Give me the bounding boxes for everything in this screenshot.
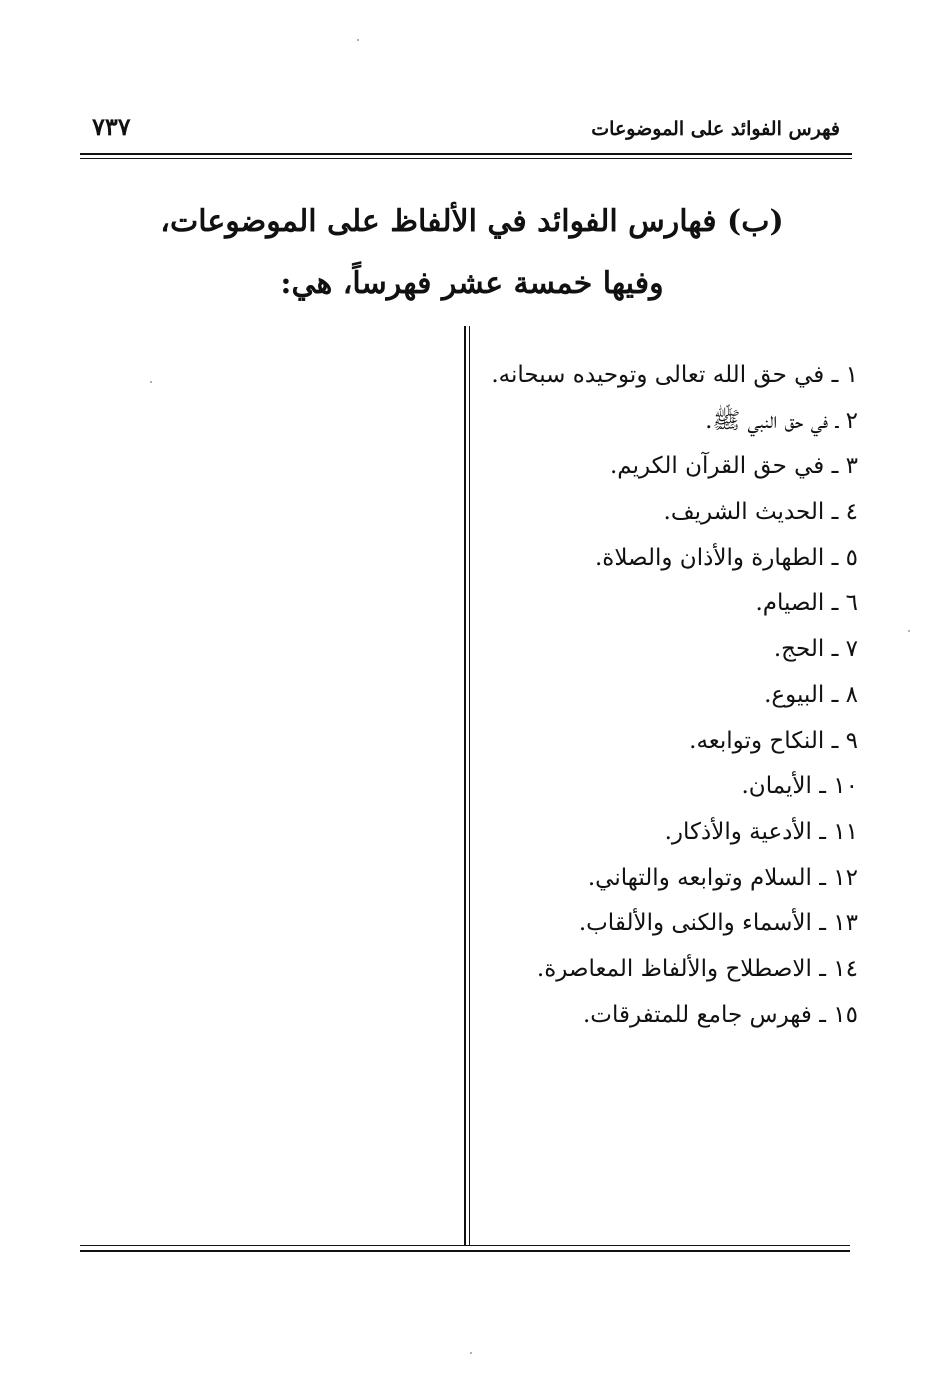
section-heading-line-1: (ب) فهارس الفوائد في الألفاظ على الموضوعات، bbox=[160, 204, 784, 239]
footer-rule-top bbox=[80, 1245, 850, 1246]
list-item: ١٢ ـ السلام وتوابعه والتهاني. bbox=[587, 864, 858, 891]
list-item: ٨ ـ البيوع. bbox=[764, 681, 858, 708]
column-divider-right bbox=[469, 326, 470, 1246]
header-rule-top bbox=[80, 153, 852, 155]
list-item: ١١ ـ الأدعية والأذكار. bbox=[664, 818, 858, 845]
list-item: ٢ ـ في حق النبي ﷺ. bbox=[705, 407, 858, 434]
running-header-title: فهرس الفوائد على الموضوعات bbox=[591, 118, 840, 140]
list-item: ٥ ـ الطهارة والأذان والصلاة. bbox=[594, 544, 858, 571]
footer-rule-bottom bbox=[80, 1250, 850, 1252]
list-item: ٣ ـ في حق القرآن الكريم. bbox=[609, 453, 858, 480]
list-item: ١٣ ـ الأسماء والكنى والألقاب. bbox=[578, 910, 858, 937]
scan-speck bbox=[470, 1352, 472, 1354]
scan-speck bbox=[908, 630, 910, 632]
list-item: ٤ ـ الحديث الشريف. bbox=[663, 499, 858, 526]
list-item: ٧ ـ الحج. bbox=[773, 636, 858, 663]
list-item: ٦ ـ الصيام. bbox=[755, 590, 858, 617]
list-item: ١٥ ـ فهرس جامع للمتفرقات. bbox=[582, 1001, 858, 1028]
index-list bbox=[478, 353, 858, 1038]
list-item: ١٤ ـ الاصطلاح والألفاظ المعاصرة. bbox=[536, 955, 858, 982]
section-heading-line-2: وفيها خمسة عشر فهرساً، هي: bbox=[280, 266, 664, 301]
list-item: ١ ـ في حق الله تعالى وتوحيده سبحانه. bbox=[491, 362, 858, 388]
page-number: ٧٣٧ bbox=[92, 112, 131, 141]
scan-speck bbox=[150, 381, 152, 383]
header-rule-bottom bbox=[80, 158, 852, 159]
scan-speck bbox=[357, 39, 359, 41]
list-item: ١٠ ـ الأيمان. bbox=[741, 773, 858, 800]
list-item: ٩ ـ النكاح وتوابعه. bbox=[689, 727, 858, 754]
column-divider-left bbox=[464, 326, 466, 1246]
